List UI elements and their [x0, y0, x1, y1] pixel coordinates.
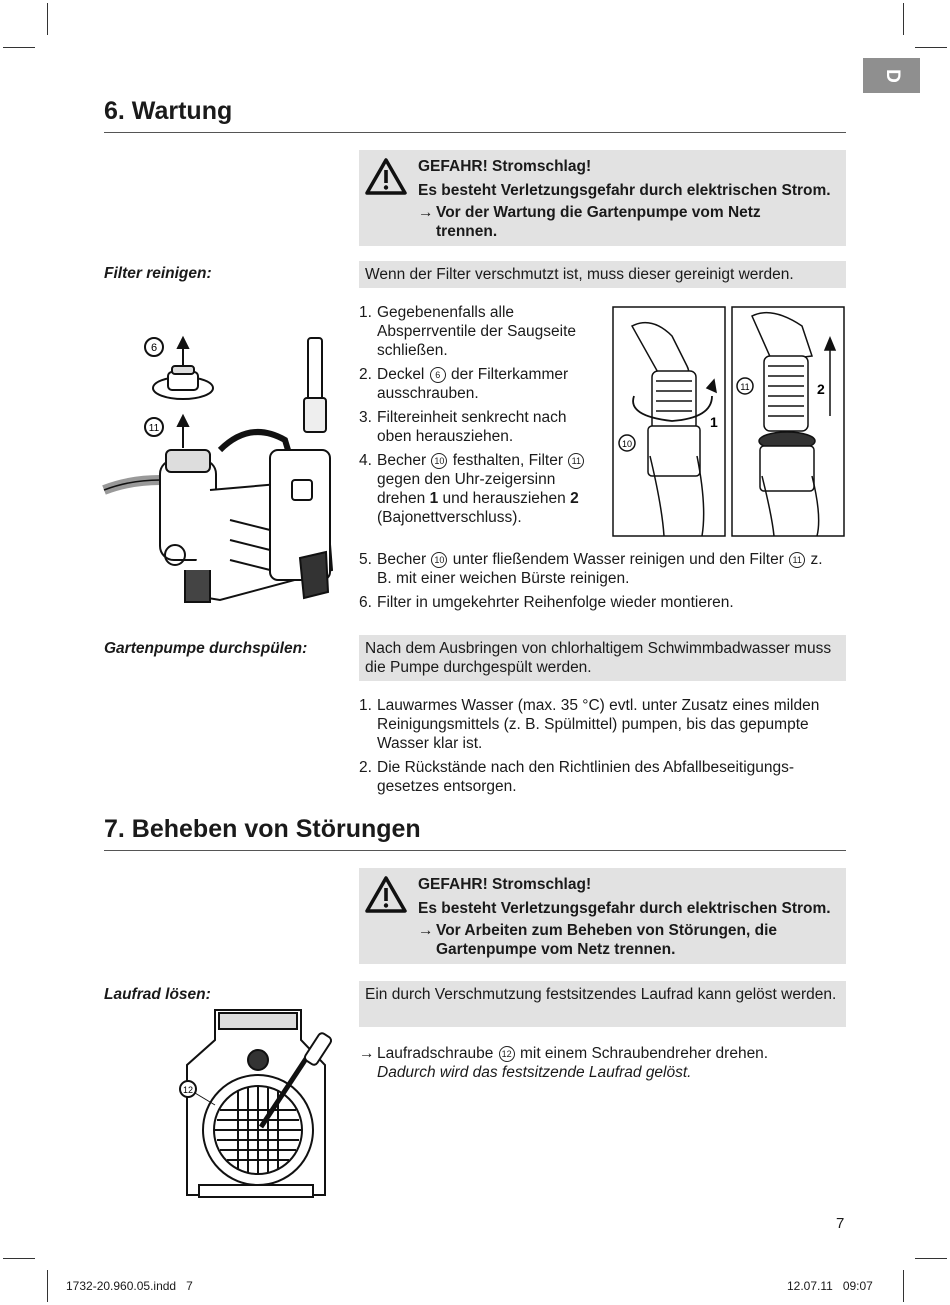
arrow-right-icon: → [359, 1045, 375, 1062]
footer-filename: 1732-20.960.05.indd 7 [66, 1279, 193, 1293]
list-item: 1. Gegebenenfalls alle Absperrventile der Saugseite schließen. [359, 304, 577, 359]
footer-timestamp: 12.07.11 09:07 [787, 1279, 873, 1293]
warning-subtitle: Es besteht Verletzungsgefahr durch elektrischen Strom. [418, 900, 831, 917]
warning-box-1 [359, 150, 846, 246]
section-title-wartung: 6. Wartung [104, 97, 233, 125]
step-label-1: 1 [710, 414, 718, 430]
crop-mark [915, 1258, 947, 1259]
info-box-spuelen: Nach dem Ausbringen von chlorhaltigem Schwimmbadwasser muss die Pumpe durchgespült werden. [359, 635, 846, 681]
step-label-2: 2 [817, 381, 825, 397]
side-label-filter: Filter reinigen: [104, 265, 212, 282]
spuelen-steps-list [359, 696, 846, 801]
page-number: 7 [836, 1215, 845, 1232]
callout-11: 11 [740, 382, 750, 392]
laufrad-action: → Laufradschraube 12 mit einem Schraubendreher drehen. Dadurch wird das festsitzende Laufrad gelöst. [359, 1045, 769, 1081]
list-item: 1. Lauwarmes Wasser (max. 35 °C) evtl. unter Zusatz eines milden Reinigungsmittels (z. B. Spülmittel) pumpen, bis das gepumpte Wasser klar ist. [359, 697, 820, 752]
crop-mark [915, 47, 947, 48]
section-title-stoerungen: 7. Beheben von Störungen [104, 815, 421, 843]
circled-number: 11 [568, 453, 584, 469]
warning-title: GEFAHR! Stromschlag! [418, 158, 592, 175]
warning-action: → Vor der Wartung die Gartenpumpe vom Netz trennen. [418, 203, 826, 241]
list-item: 4. Becher 10 festhalten, Filter 11 gegen den Uhr-zeigersinn drehen 1 und herausziehen 2 (Bajonettverschluss). [359, 451, 589, 527]
laufrad-result: Dadurch wird das festsitzende Laufrad gelöst. [377, 1064, 692, 1081]
crop-mark [903, 3, 904, 35]
filter-removal-figure [612, 306, 845, 538]
callout-10: 10 [621, 439, 633, 449]
crop-mark [47, 1270, 48, 1302]
callout-11: 11 [148, 423, 160, 434]
section-rule [104, 850, 846, 851]
warning-triangle-icon [365, 158, 407, 196]
warning-title: GEFAHR! Stromschlag! [418, 876, 592, 893]
warning-action: → Vor Arbeiten zum Beheben von Störungen, die Gartenpumpe vom Netz trennen. [418, 921, 806, 959]
list-item: 2. Deckel 6 der Filterkammer ausschrauben. [359, 366, 569, 402]
list-item: 5. Becher 10 unter fließendem Wasser reinigen und den Filter 11 z. B. mit einer weichen Bürste reinigen. [359, 551, 823, 587]
filter-steps-list-cont [359, 550, 839, 617]
circled-number: 11 [789, 552, 805, 568]
circled-number: 6 [430, 367, 446, 383]
crop-mark [3, 1258, 35, 1259]
list-item: 6. Filter in umgekehrter Reihenfolge wieder montieren. [359, 594, 734, 611]
circled-number: 10 [431, 552, 447, 568]
pump-impeller-illustration [175, 1005, 340, 1205]
info-box-filter: Wenn der Filter verschmutzt ist, muss dieser gereinigt werden. [359, 261, 846, 288]
list-item: 3. Filtereinheit senkrecht nach oben herausziehen. [359, 409, 567, 445]
warning-triangle-icon [365, 876, 407, 914]
side-label-laufrad: Laufrad lösen: [104, 986, 211, 1003]
warning-subtitle: Es besteht Verletzungsgefahr durch elektrischen Strom. [418, 182, 831, 199]
language-tab: D [863, 58, 920, 93]
callout-6: 6 [150, 342, 158, 354]
crop-mark [3, 47, 35, 48]
crop-mark [903, 1270, 904, 1302]
side-label-spuelen: Gartenpumpe durchspülen: [104, 640, 308, 657]
callout-12: 12 [182, 1085, 194, 1095]
list-item: 2. Die Rückstände nach den Richtlinien des Abfallbeseitigungs-gesetzes entsorgen. [359, 759, 795, 795]
warning-box-2 [359, 868, 846, 964]
circled-number: 10 [431, 453, 447, 469]
pump-filter-illustration [100, 330, 335, 612]
crop-mark [47, 3, 48, 35]
circled-number: 12 [499, 1046, 515, 1062]
info-box-laufrad: Ein durch Verschmutzung festsitzendes Laufrad kann gelöst werden. [359, 981, 846, 1027]
filter-steps-list [359, 303, 589, 532]
section-rule [104, 132, 846, 133]
